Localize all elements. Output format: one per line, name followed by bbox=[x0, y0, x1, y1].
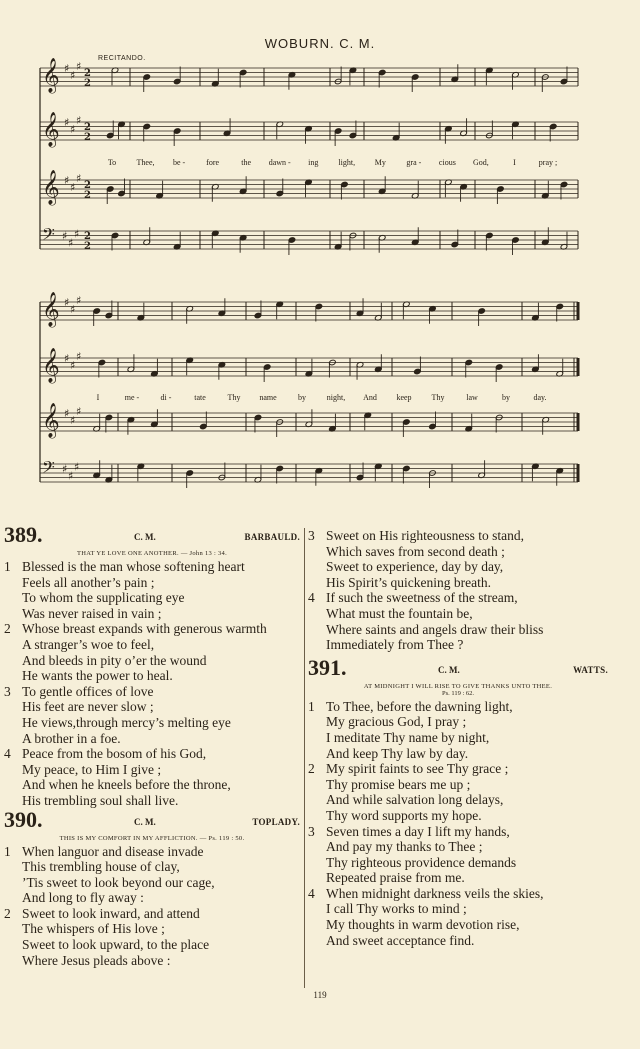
verse-text: To gentle offices of love bbox=[22, 683, 154, 699]
verse-text: And sweet acceptance find. bbox=[326, 932, 475, 948]
lyric-syllable: fore bbox=[206, 158, 220, 167]
verse-text: My thoughts in warm devotion rise, bbox=[326, 917, 520, 933]
verse-text: Sweet on His righteousness to stand, bbox=[326, 528, 524, 543]
verse bbox=[308, 886, 608, 948]
verse-text: A brother in a foe. bbox=[22, 730, 121, 746]
hymn-number: 389. bbox=[4, 522, 43, 547]
verse-text: To whom the supplicating eye bbox=[22, 590, 185, 606]
verse-text: When languor and disease invade bbox=[22, 843, 204, 859]
verse-line bbox=[4, 793, 300, 809]
verse-line bbox=[308, 637, 608, 653]
verse-line bbox=[308, 886, 608, 902]
lyric-syllable: To bbox=[107, 158, 117, 167]
sharp-icon: ♯ bbox=[70, 358, 76, 372]
verse-line bbox=[4, 653, 300, 669]
verse-line bbox=[308, 528, 608, 544]
lyric-syllable: I bbox=[513, 158, 516, 167]
time-signature: 2 bbox=[84, 122, 91, 133]
time-signature: 2 bbox=[84, 78, 91, 89]
verse bbox=[308, 761, 608, 823]
verse-line bbox=[4, 559, 300, 575]
lyric-syllable: ing bbox=[308, 158, 319, 167]
hymn-header bbox=[4, 806, 300, 835]
verse bbox=[4, 559, 300, 621]
sharp-icon: ♯ bbox=[70, 413, 76, 427]
verse-line bbox=[4, 921, 300, 937]
time-signature: 2 bbox=[84, 241, 91, 252]
bass-clef-icon: 𝄢 bbox=[42, 224, 55, 248]
verse-line bbox=[308, 714, 608, 730]
lyric-syllable: I bbox=[96, 393, 100, 402]
hymn-meter: C. M. bbox=[134, 532, 156, 542]
sharp-icon: ♯ bbox=[70, 122, 76, 136]
verse-number: 1 bbox=[4, 843, 11, 859]
time-signature: 2 bbox=[84, 190, 91, 201]
verse-text: His Spirit’s quickening breath. bbox=[326, 574, 491, 590]
treble-clef-icon: 𝄞 bbox=[42, 348, 60, 383]
verse-line bbox=[308, 730, 608, 746]
verse-number: 1 bbox=[308, 698, 315, 714]
verse-line bbox=[308, 824, 608, 840]
time-signature: 2 bbox=[84, 68, 91, 79]
verse-text: Was never raised in vain ; bbox=[22, 605, 162, 621]
treble-clef-icon: 𝄞 bbox=[42, 112, 60, 147]
verse-text: My gracious God, I pray ; bbox=[326, 714, 467, 730]
verse-line bbox=[4, 762, 300, 778]
verse-text: Peace from the bosom of his God, bbox=[22, 746, 207, 762]
verse-text: Feels all another’s pain ; bbox=[22, 574, 155, 590]
verse-number: 3 bbox=[308, 823, 315, 839]
verse-line bbox=[4, 953, 300, 969]
verse-text: The whispers of His love ; bbox=[22, 921, 165, 937]
verse bbox=[4, 746, 300, 808]
verse-line bbox=[308, 606, 608, 622]
sharp-icon: ♯ bbox=[70, 68, 76, 82]
treble-clef-icon: 𝄞 bbox=[42, 403, 60, 438]
column-divider bbox=[304, 528, 305, 988]
verse-line bbox=[308, 901, 608, 917]
treble-clef-icon: 𝄞 bbox=[42, 292, 60, 327]
sharp-icon: ♯ bbox=[62, 462, 68, 476]
verse-line bbox=[4, 699, 300, 715]
verse-text: And bleeds in pity o’er the wound bbox=[22, 652, 207, 668]
tune-title: WOBURN. C. M. bbox=[264, 36, 376, 51]
lyric-syllable: pray ; bbox=[538, 158, 558, 167]
verse-text: A stranger’s woe to feel, bbox=[22, 636, 155, 652]
sharp-icon: ♯ bbox=[64, 174, 70, 187]
hymn-meter: C. M. bbox=[134, 816, 156, 827]
verse-line bbox=[4, 859, 300, 875]
hymn-author: TOPLADY. bbox=[252, 816, 300, 827]
verse bbox=[4, 684, 300, 746]
verse-line bbox=[4, 590, 300, 606]
page-number: 119 bbox=[313, 990, 327, 1000]
verse-text: And pay my thanks to Thee ; bbox=[326, 839, 483, 855]
hymn-meter: C. M. bbox=[438, 664, 460, 675]
verse-line bbox=[4, 890, 300, 906]
verse-line bbox=[308, 746, 608, 762]
lyric-syllable: keep bbox=[396, 393, 412, 402]
sharp-icon: ♯ bbox=[62, 229, 68, 243]
verse-number: 2 bbox=[308, 761, 315, 777]
verse-text: He wants the power to heal. bbox=[22, 668, 173, 684]
lyric-syllable: light, bbox=[338, 158, 356, 167]
hymn bbox=[4, 806, 300, 969]
treble-clef-icon: 𝄞 bbox=[42, 58, 60, 93]
verse-line bbox=[308, 777, 608, 793]
verse-line bbox=[308, 575, 608, 591]
sharp-icon: ♯ bbox=[68, 469, 74, 483]
verse-line bbox=[308, 622, 608, 638]
verse-text: And keep Thy law by day. bbox=[326, 745, 469, 761]
hymn-author: WATTS. bbox=[573, 664, 608, 675]
sharp-icon: ♯ bbox=[76, 404, 82, 418]
lyric-syllable: by bbox=[298, 393, 306, 402]
verse-text: He views,through mercy’s melting eye bbox=[22, 714, 231, 730]
hymn-header bbox=[308, 654, 608, 683]
verse-text: Sweet to look upward, to the place bbox=[22, 937, 210, 953]
verse bbox=[4, 906, 300, 968]
time-signature: 2 bbox=[84, 231, 91, 242]
verse-line bbox=[4, 731, 300, 747]
verse-text: Sweet to experience, day by day, bbox=[326, 559, 504, 575]
lyric-syllable: be - bbox=[172, 158, 186, 167]
verse-text: Thy promise bears me up ; bbox=[326, 776, 471, 792]
hymn-author: BARBAULD. bbox=[244, 532, 300, 542]
hymn-scripture-heading: AT MIDNIGHT I WILL RISE TO GIVE THANKS UNTO THEE. bbox=[363, 682, 553, 690]
bass-clef-icon: 𝄢 bbox=[42, 457, 55, 481]
verse-number: 2 bbox=[4, 905, 11, 921]
verse-number: 3 bbox=[4, 683, 11, 699]
sharp-icon: ♯ bbox=[76, 293, 82, 307]
verse-line bbox=[4, 715, 300, 731]
sharp-icon: ♯ bbox=[64, 62, 70, 75]
hymn-number: 390. bbox=[4, 806, 43, 832]
lyric-syllable: God, bbox=[473, 158, 489, 167]
verse-line bbox=[4, 621, 300, 637]
lyric-syllable: Thy bbox=[227, 393, 241, 402]
lyric-syllable: dawn - bbox=[268, 158, 291, 167]
sharp-icon: ♯ bbox=[76, 349, 82, 363]
verse-text: Seven times a day I lift my hands, bbox=[326, 823, 510, 839]
treble-clef-icon: 𝄞 bbox=[42, 170, 60, 205]
verse-number: 4 bbox=[4, 746, 11, 762]
verse-text: To Thee, before the dawning light, bbox=[326, 698, 513, 714]
music-score bbox=[0, 0, 640, 510]
lyric-syllable: day. bbox=[533, 393, 547, 402]
verse-number: 2 bbox=[4, 621, 11, 637]
verse-line bbox=[308, 792, 608, 808]
verse-line bbox=[308, 699, 608, 715]
sharp-icon: ♯ bbox=[68, 236, 74, 250]
time-signature: 2 bbox=[84, 132, 91, 143]
verse-text: My peace, to Him I give ; bbox=[22, 761, 162, 777]
hymn-scripture-reference: Ps. 119 : 62. bbox=[441, 689, 475, 697]
lyric-syllable: name bbox=[259, 393, 277, 402]
lyric-syllable: My bbox=[374, 158, 386, 167]
sharp-icon: ♯ bbox=[70, 180, 76, 194]
verse-line bbox=[4, 746, 300, 762]
lyric-syllable: the bbox=[241, 158, 252, 167]
verse-line bbox=[4, 777, 300, 793]
verse-text: I meditate Thy name by night, bbox=[326, 729, 490, 745]
verse-line bbox=[308, 870, 608, 886]
hymn bbox=[308, 654, 608, 949]
lyric-syllable: me - bbox=[124, 393, 140, 402]
verse-text: ’Tis sweet to look beyond our cage, bbox=[22, 874, 215, 890]
verse-text: His feet are never slow ; bbox=[22, 699, 154, 715]
verse-text: And while salvation long delays, bbox=[326, 792, 504, 808]
tempo-marking: RECITANDO. bbox=[98, 55, 146, 62]
sharp-icon: ♯ bbox=[74, 460, 80, 474]
verse-line bbox=[308, 559, 608, 575]
verse-line bbox=[308, 808, 608, 824]
sharp-icon: ♯ bbox=[76, 171, 82, 185]
verse-line bbox=[4, 606, 300, 622]
sharp-icon: ♯ bbox=[76, 59, 82, 73]
sharp-icon: ♯ bbox=[64, 407, 70, 420]
verse-line bbox=[4, 937, 300, 953]
verse-line bbox=[308, 917, 608, 933]
verse bbox=[308, 699, 608, 761]
verse-line bbox=[308, 761, 608, 777]
verse-line bbox=[308, 855, 608, 871]
verse-text: Repeated praise from me. bbox=[326, 870, 465, 886]
verse-text: Where Jesus pleads above : bbox=[22, 952, 171, 968]
right-column bbox=[308, 528, 608, 948]
verse-line bbox=[308, 933, 608, 949]
verse-text: My spirit faints to see Thy grace ; bbox=[326, 761, 509, 777]
hymn bbox=[308, 528, 608, 653]
lyric-syllable: di - bbox=[160, 393, 172, 402]
verse bbox=[308, 528, 608, 590]
lyric-syllable: Thy bbox=[431, 393, 445, 402]
lyric-syllable: tate bbox=[194, 393, 206, 402]
time-signature: 2 bbox=[84, 180, 91, 191]
verse-line bbox=[4, 906, 300, 922]
verse-text: Thy righteous providence demands bbox=[326, 854, 517, 870]
verse-line bbox=[4, 637, 300, 653]
verse-text: When midnight darkness veils the skies, bbox=[326, 885, 544, 901]
lyric-syllable: night, bbox=[326, 393, 346, 402]
hymn-header bbox=[4, 522, 300, 550]
verse-text: Thy word supports my hope. bbox=[326, 807, 482, 823]
sharp-icon: ♯ bbox=[74, 227, 80, 241]
verse bbox=[4, 621, 300, 683]
sharp-icon: ♯ bbox=[70, 302, 76, 316]
verse bbox=[308, 590, 608, 652]
lyric-syllable: gra - bbox=[406, 158, 422, 167]
verse-text: And when he kneels before the throne, bbox=[22, 777, 231, 793]
hymn-number: 391. bbox=[308, 654, 347, 680]
verse-text: And long to fly away : bbox=[22, 890, 144, 906]
verse-number: 4 bbox=[308, 590, 315, 606]
verse-text: Immediately from Thee ? bbox=[326, 637, 464, 653]
lyric-syllable: cious bbox=[438, 158, 456, 167]
verse bbox=[4, 844, 300, 906]
verse-text: Which saves from second death ; bbox=[326, 543, 505, 559]
verse-text: Blessed is the man whose softening heart bbox=[22, 559, 245, 574]
verse-text: Sweet to look inward, and attend bbox=[22, 905, 200, 921]
verse-text: Where saints and angels draw their bliss bbox=[326, 621, 544, 637]
verse-line bbox=[4, 844, 300, 860]
verse-number: 4 bbox=[308, 885, 315, 901]
hymn-scripture-heading: THIS IS MY COMFORT IN MY AFFLICTION. — Ps. 119 : 50. bbox=[59, 834, 245, 842]
verse-number: 1 bbox=[4, 559, 11, 574]
verse-line bbox=[4, 684, 300, 700]
verse-text: His trembling soul shall live. bbox=[22, 792, 179, 808]
sharp-icon: ♯ bbox=[64, 296, 70, 309]
verse-line bbox=[308, 839, 608, 855]
sharp-icon: ♯ bbox=[76, 113, 82, 127]
hymn-scripture-heading: THAT YE LOVE ONE ANOTHER. — John 13 : 34. bbox=[76, 550, 228, 557]
verse-line bbox=[308, 590, 608, 606]
verse-text: This trembling house of clay, bbox=[22, 859, 180, 875]
lyric-syllable: law bbox=[466, 393, 478, 402]
verse-line bbox=[4, 668, 300, 684]
lyric-syllable: And bbox=[363, 393, 377, 402]
verse-text: What must the fountain be, bbox=[326, 605, 473, 621]
sharp-icon: ♯ bbox=[64, 352, 70, 365]
verse-line bbox=[308, 544, 608, 560]
hymn bbox=[4, 522, 300, 809]
lyric-syllable: Thee, bbox=[136, 158, 155, 167]
verse-text: If such the sweetness of the stream, bbox=[326, 590, 518, 606]
verse-text: I call Thy works to mind ; bbox=[326, 901, 467, 917]
verse-line bbox=[4, 875, 300, 891]
verse-text: Whose breast expands with generous warmth bbox=[22, 621, 267, 637]
verse-number: 3 bbox=[308, 528, 315, 543]
verse-line bbox=[4, 575, 300, 591]
sharp-icon: ♯ bbox=[64, 116, 70, 129]
left-column bbox=[4, 522, 300, 968]
verse bbox=[308, 824, 608, 886]
lyric-syllable: by bbox=[502, 393, 510, 402]
